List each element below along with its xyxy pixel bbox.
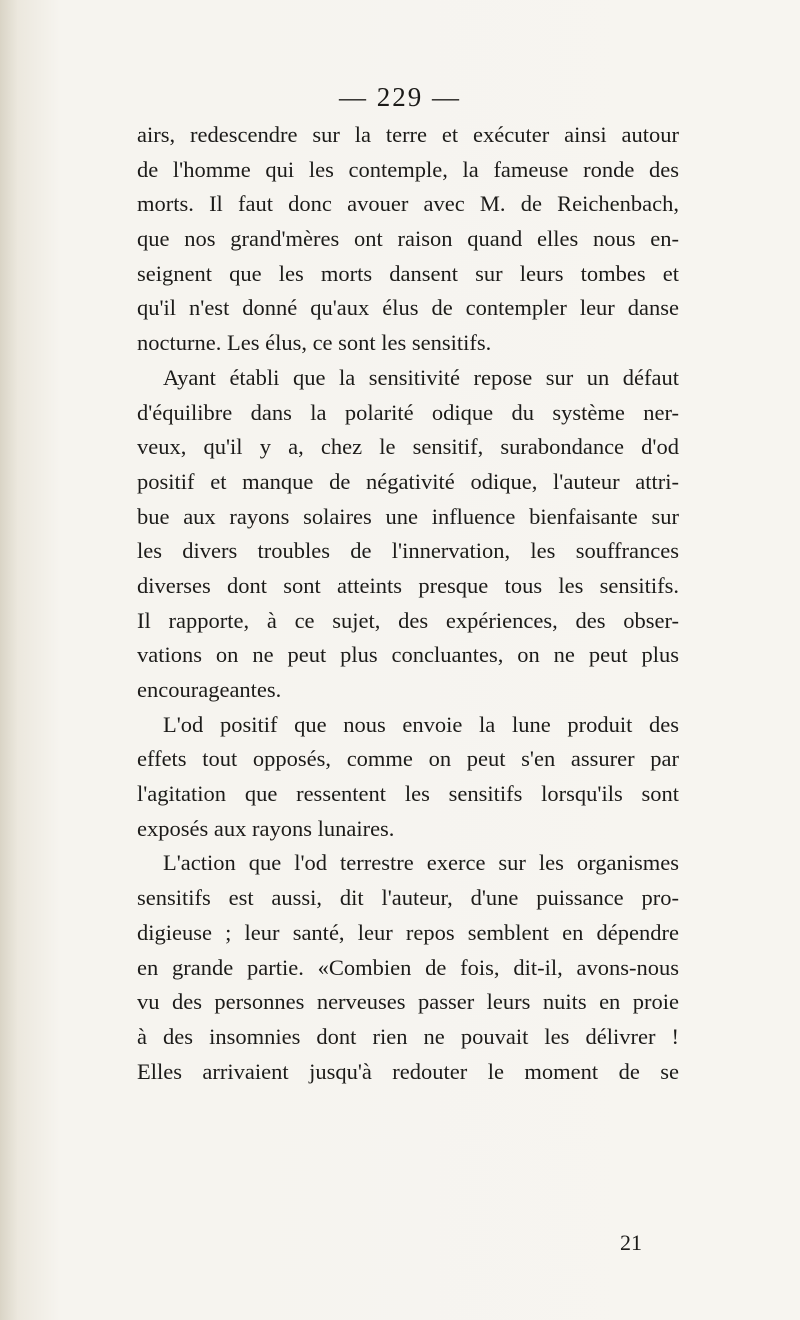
text-line: exposés aux rayons lunaires. — [137, 815, 395, 841]
text-line: d'équilibre dans la polarité odique du système ner- — [137, 399, 679, 425]
text-line: encourageantes. — [137, 677, 282, 702]
text-line: Ayant établi que la sensitivité repose sur un défaut — [163, 364, 679, 390]
page-number: — 229 — — [339, 82, 461, 112]
body-text — [137, 118, 679, 1089]
text-line: positif et manque de négativité odique, l'auteur attri- — [137, 468, 679, 494]
text-line: vations on ne peut plus concluantes, on ne peut plus — [137, 642, 679, 668]
text-line: L'action que l'od terrestre exerce sur les organismes — [163, 850, 679, 876]
printer-signature-mark: 21 — [620, 1230, 642, 1255]
text-line: Il rapporte, à ce sujet, des expériences, des obser- — [137, 607, 679, 633]
text-line: l'agitation que ressentent les sensitifs lorsqu'ils sont — [137, 781, 679, 807]
text-line: les divers troubles de l'innervation, les souffrances — [137, 538, 679, 564]
text-line: en grande partie. «Combien de fois, dit-il, avons-nous — [137, 954, 679, 980]
text-line: morts. Il faut donc avouer avec M. de Reichenbach, — [137, 191, 679, 217]
text-line: de l'homme qui les contemple, la fameuse ronde des — [137, 156, 679, 182]
text-line: que nos grand'mères ont raison quand elles nous en- — [137, 226, 679, 252]
text-line: à des insomnies dont rien ne pouvait les délivrer ! — [137, 1023, 679, 1049]
text-line: seignent que les morts dansent sur leurs tombes et — [137, 260, 679, 286]
text-line: vu des personnes nerveuses passer leurs nuits en proie — [137, 989, 679, 1015]
text-line: digieuse ; leur santé, leur repos semblent en dépendre — [137, 919, 679, 945]
text-line: qu'il n'est donné qu'aux élus de contempler leur danse — [137, 295, 679, 321]
text-line: Elles arrivaient jusqu'à redouter le moment de se — [137, 1058, 679, 1084]
text-line: nocturne. Les élus, ce sont les sensitifs. — [137, 330, 492, 356]
text-line: airs, redescendre sur la terre et exécuter ainsi autour — [137, 122, 679, 147]
text-line: L'od positif que nous envoie la lune produit des — [163, 711, 679, 737]
text-line: bue aux rayons solaires une influence bienfaisante sur — [137, 503, 679, 529]
text-line: effets tout opposés, comme on peut s'en assurer par — [137, 746, 679, 772]
text-line: veux, qu'il y a, chez le sensitif, surabondance d'od — [137, 434, 679, 460]
text-line: sensitifs est aussi, dit l'auteur, d'une puissance pro- — [137, 885, 679, 911]
text-line: diverses dont sont atteints presque tous les sensitifs. — [137, 572, 679, 598]
